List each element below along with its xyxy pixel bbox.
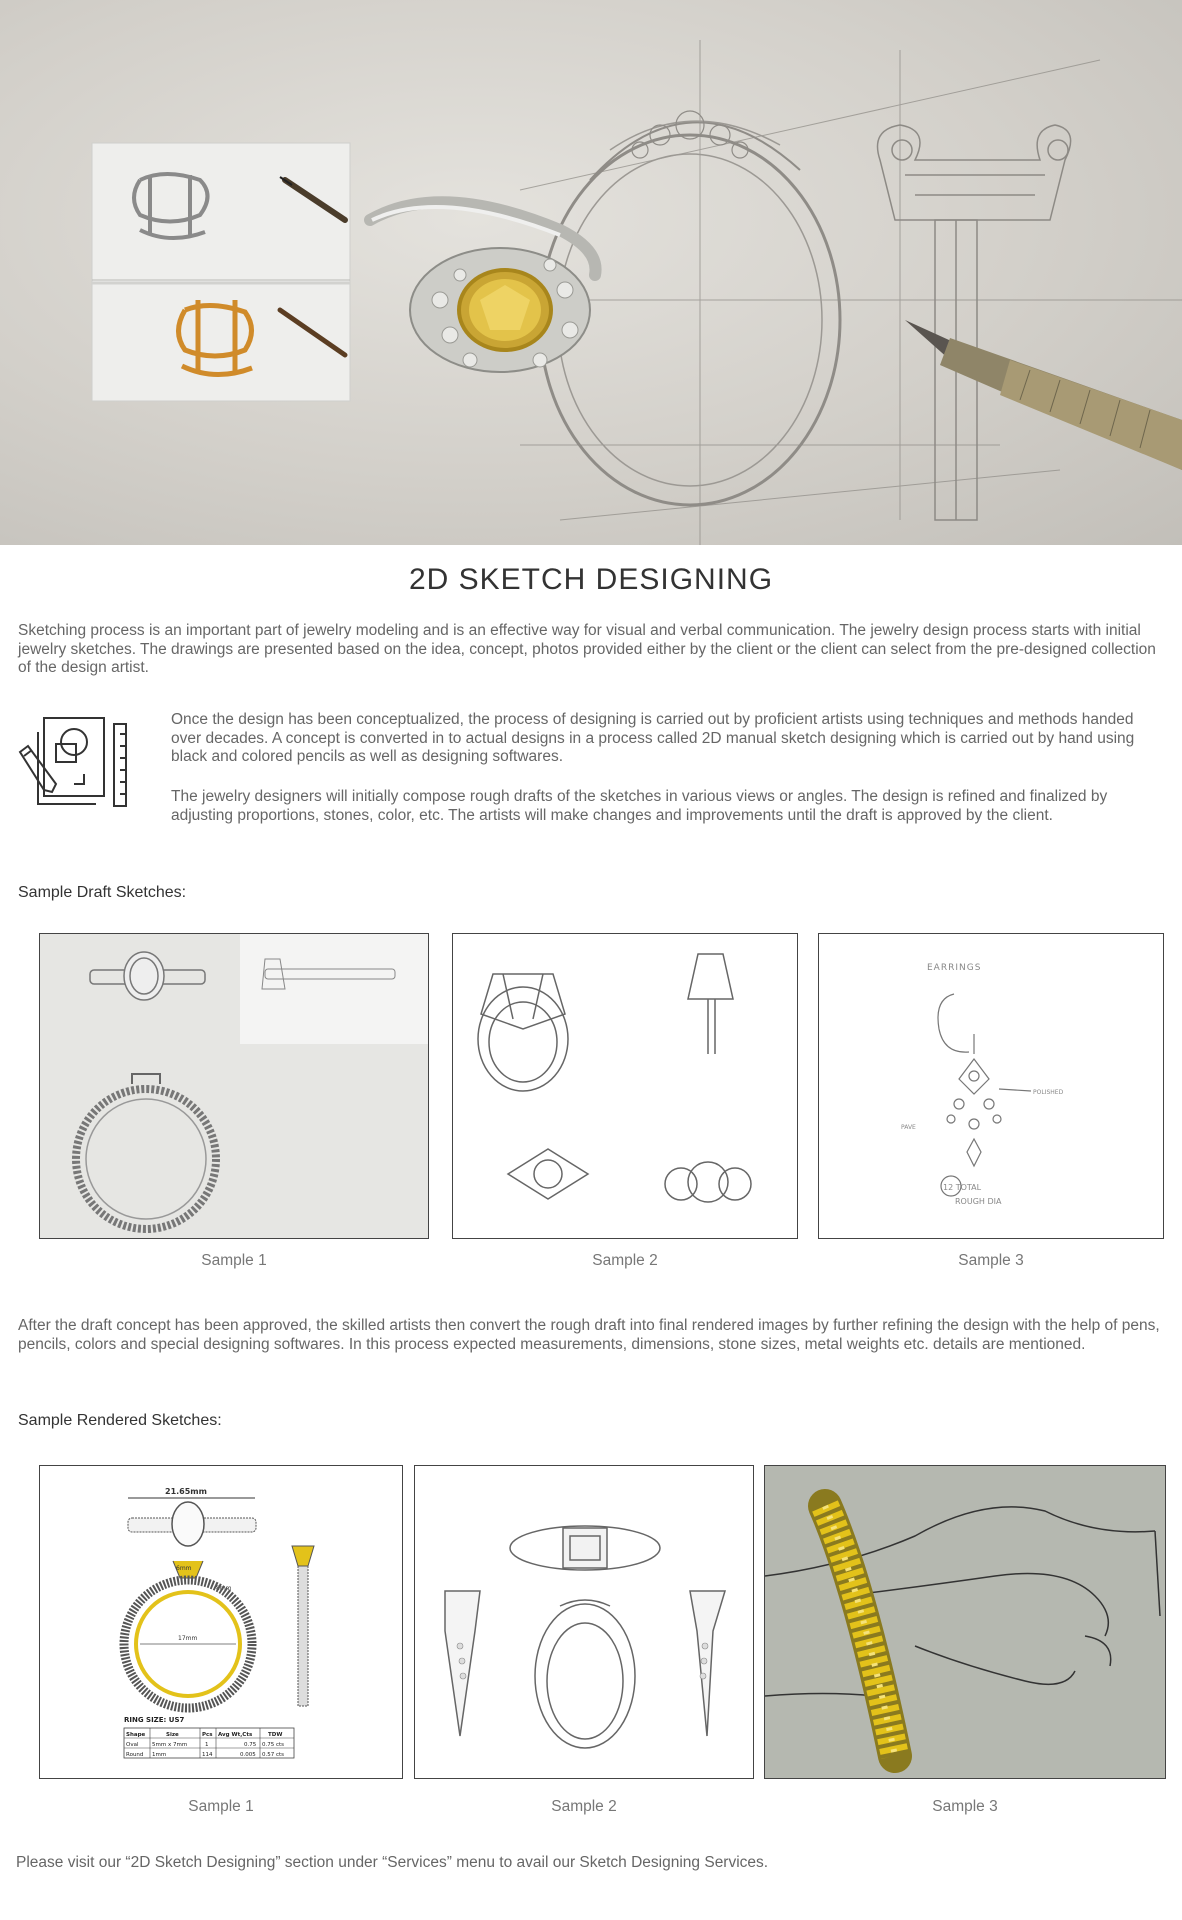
table-header: Avg Wt,Cts: [218, 1732, 253, 1738]
ring-size-label: RING SIZE: US7: [124, 1716, 185, 1724]
process-paragraph-2: The jewelry designers will initially compose rough drafts of the sketches in various views or angles. The design is refined and finalized by adjusting proportions, stones, color, etc. The artists will make changes and improvements until the draft is approved by the client.: [171, 788, 1108, 824]
rendered-sample-2-image: [414, 1465, 754, 1779]
table-header: Size: [166, 1732, 179, 1738]
process-paragraph-1: Once the design has been conceptualized, the process of designing is carried out by proficient artists using techniques and methods handed over decades. A concept is converted in to actual designs in a process called 2D manual sketch designing which is carried out by hand using black and colored pencils as well as designing softwares.: [171, 711, 1135, 765]
table-cell: 0.75: [244, 1742, 257, 1748]
services-footer-note: Please visit our “2D Sketch Designing” section under “Services” menu to avail our Sketch Designing Services.: [16, 1854, 769, 1871]
draft-sample-2-caption: Sample 2: [592, 1252, 658, 1269]
rendered-sample-1-image: [39, 1465, 403, 1779]
after-draft-paragraph: After the draft concept has been approved, the skilled artists then convert the rough draft into final rendered images by further refining the design with the help of pens, pencils, colors and special designing softwares. In this process expected measurements, dimensions, stone sizes, metal weights etc. details are mentioned.: [18, 1317, 1160, 1353]
table-cell: 0.57 cts: [262, 1752, 285, 1758]
pave-annotation: PAVE: [901, 1124, 916, 1131]
draft-sample-3-image: [818, 933, 1164, 1239]
table-cell: 0.75 cts: [262, 1742, 285, 1748]
table-cell: 5mm x 7mm: [152, 1742, 188, 1748]
table-header: TDW: [268, 1732, 283, 1738]
table-cell: 1: [205, 1742, 209, 1748]
rendered-sample-3-image: [764, 1465, 1166, 1779]
table-cell: Round: [126, 1752, 144, 1758]
draft-sample-1-image: [39, 933, 429, 1239]
draft-sample-1-caption: Sample 1: [201, 1252, 267, 1269]
hero-illustration: [0, 0, 1182, 545]
rendered-sketches-label: Sample Rendered Sketches:: [18, 1412, 222, 1429]
dimension-mid-label: 6mm: [176, 1565, 192, 1572]
draft-sketches-label: Sample Draft Sketches:: [18, 884, 187, 901]
stone-table: [124, 1728, 294, 1758]
intro-paragraph: Sketching process is an important part of jewelry modeling and is an effective way for visual and verbal communication. The jewelry design process starts with initial jewelry sketches. The drawings are presented based on the idea, concept, photos provided either by the client or the client can select from the pre-designed collection of the design artist.: [18, 622, 1156, 676]
draft-sample-2-image: [452, 933, 798, 1239]
hero-banner-image: [0, 0, 1182, 545]
rendered-sample-2-caption: Sample 2: [551, 1798, 617, 1815]
earrings-annotation: EARRINGS: [927, 963, 982, 973]
draft-sample-3-caption: Sample 3: [958, 1252, 1024, 1269]
dimension-inner-label: 17mm: [178, 1635, 198, 1642]
design-sketch-icon: [16, 712, 136, 817]
rendered-sample-3-caption: Sample 3: [932, 1798, 998, 1815]
table-cell: Oval: [126, 1742, 139, 1748]
polished-annotation: POLISHED: [1033, 1089, 1064, 1096]
total-annotation: 12 TOTAL: [943, 1183, 982, 1192]
dimension-side-label: 8mm: [216, 1585, 232, 1592]
table-header: Pcs: [202, 1732, 213, 1738]
table-header: Shape: [126, 1732, 146, 1738]
dimension-top-label: 21.65mm: [165, 1487, 207, 1496]
rendered-sample-1-caption: Sample 1: [188, 1798, 254, 1815]
table-cell: 0.005: [240, 1752, 256, 1758]
table-cell: 1mm: [152, 1752, 167, 1758]
table-cell: 114: [202, 1752, 213, 1758]
rough-dia-annotation: ROUGH DIA: [955, 1197, 1002, 1206]
page-title: 2D SKETCH DESIGNING: [408, 563, 774, 596]
